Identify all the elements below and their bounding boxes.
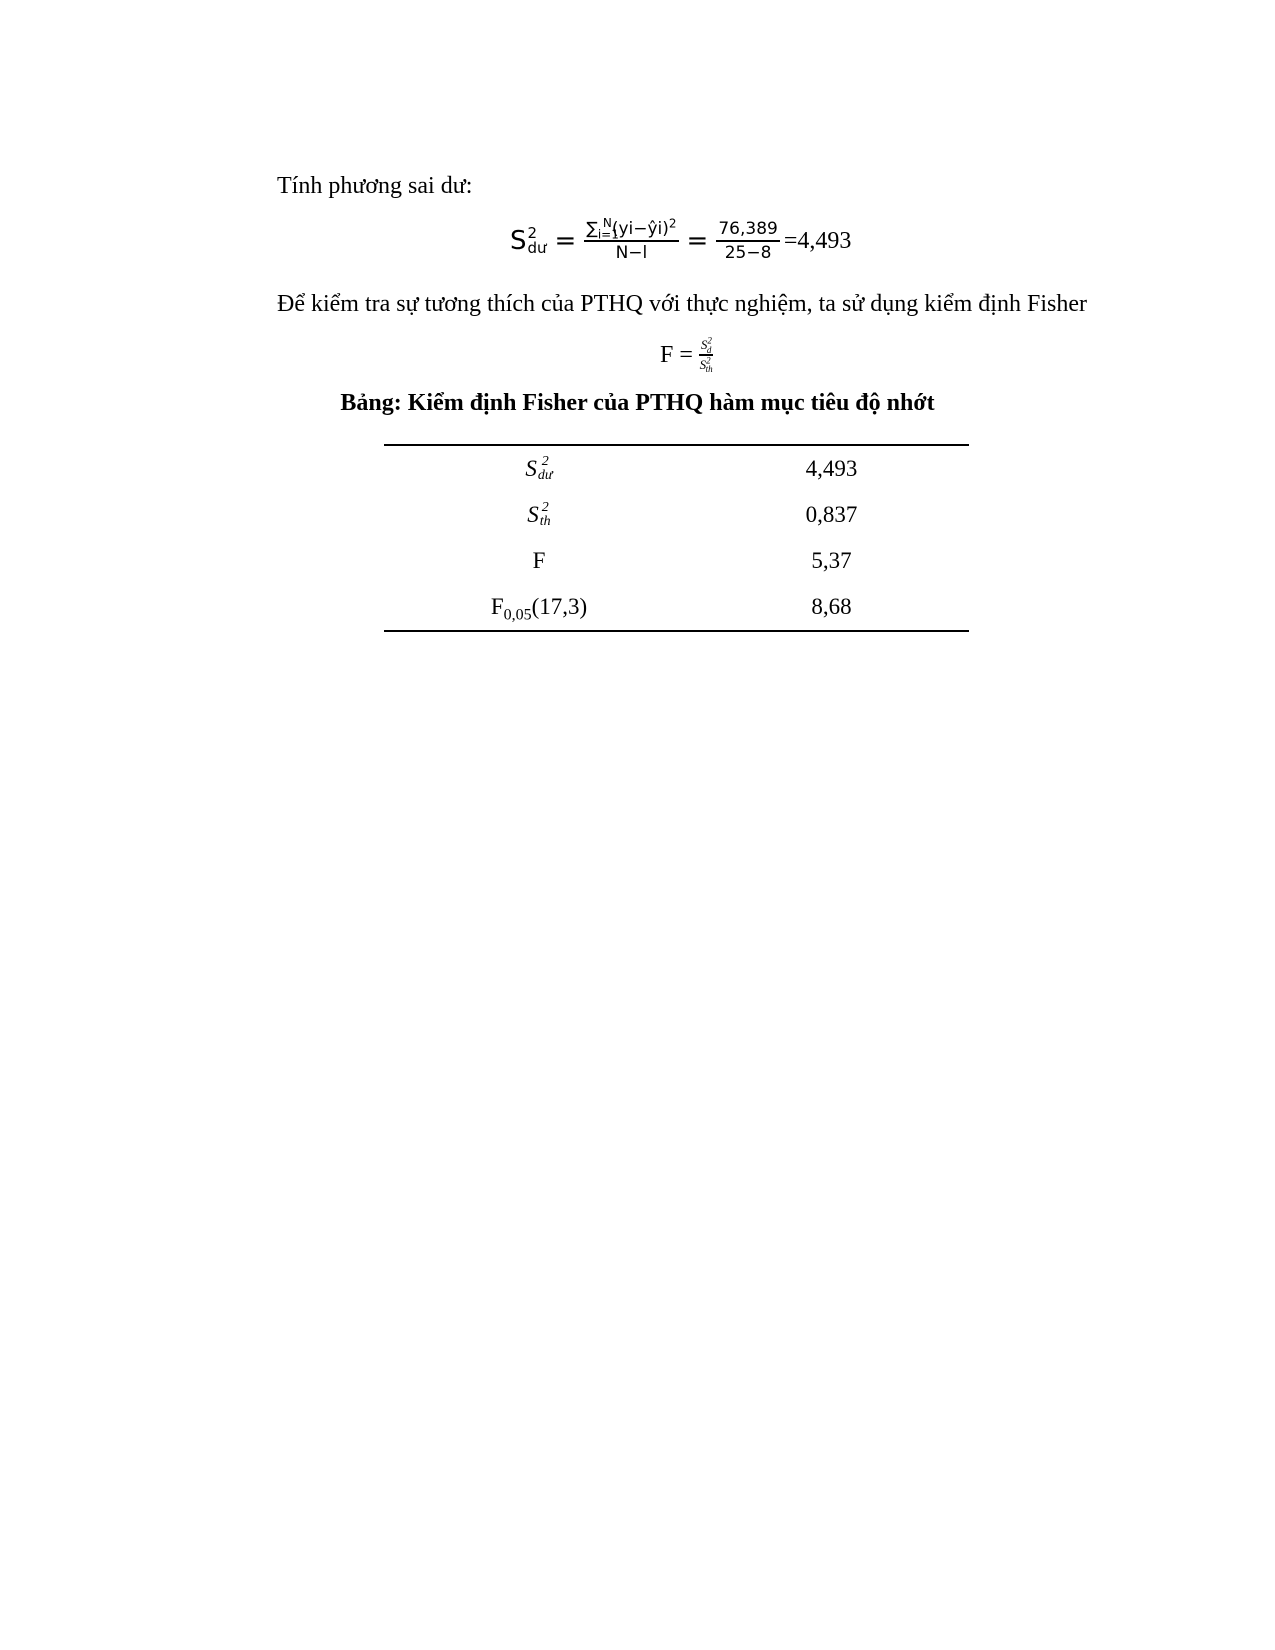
table-cell-value: 4,493: [805, 456, 858, 481]
formula1-fraction-2-numerator: 76,389: [716, 220, 779, 242]
sum-body: (yi−ŷi): [611, 218, 669, 239]
formula1-result: =4,493: [783, 227, 852, 254]
residual-variance-formula: [510, 210, 851, 272]
formula1-fraction-1: [584, 216, 678, 263]
table-caption: Bảng: Kiểm định Fisher của PTHQ hàm mục tiêu độ nhớt: [340, 390, 935, 416]
table-cell-value: 0,837: [805, 502, 858, 527]
intro-paragraph: [277, 172, 472, 200]
formula1-lhs-sub: dư: [527, 239, 547, 257]
table-row: [384, 584, 969, 630]
formula1-equals-1: =: [554, 226, 577, 256]
table-row: [384, 492, 969, 538]
table-cell-label: F: [532, 548, 546, 573]
formula2-fraction: [699, 335, 714, 375]
formula1-lhs: S 2 dư: [510, 224, 547, 257]
fisher-table: [384, 444, 969, 632]
formula1-equals-2: =: [686, 226, 709, 256]
formula1-fraction-2-denominator: 25−8: [724, 242, 772, 263]
table-cell-value: 8,68: [811, 594, 852, 619]
formula1-fraction-1-numerator: $\sum_{i=1}^N(yi-ŷi)^2$: [586, 216, 677, 242]
formula2-numerator: $S^2_d$: [700, 335, 712, 355]
sum-upper: N: [602, 216, 612, 231]
formula1-lhs-sup: 2: [527, 224, 538, 242]
sum-lower: i=1: [597, 227, 619, 242]
formula1-fraction-2: [716, 220, 779, 262]
fisher-paragraph: [277, 290, 1087, 318]
table-cell-symbol: S 2 dư: [525, 454, 553, 483]
formula1-fraction-1-denominator: N−l: [615, 242, 648, 263]
table-cell-value: 5,37: [811, 548, 852, 573]
table-cell-symbol: S 2 th: [527, 500, 551, 529]
fisher-formula: [660, 330, 713, 380]
formula2-lhs: F =: [660, 341, 693, 368]
table-row: [384, 446, 969, 492]
intro-text: Tính phương sai dư:: [277, 173, 473, 199]
table-cell-label: $F_{0,05}(17,3)$: [490, 594, 588, 624]
fisher-text: Để kiểm tra sự tương thích của PTHQ với thực nghiệm, ta sử dụng kiểm định Fisher: [277, 291, 1087, 317]
formula2-denominator: $S^2_{th}$: [699, 355, 713, 375]
sum-power: 2: [668, 216, 677, 231]
table-row: [384, 538, 969, 584]
